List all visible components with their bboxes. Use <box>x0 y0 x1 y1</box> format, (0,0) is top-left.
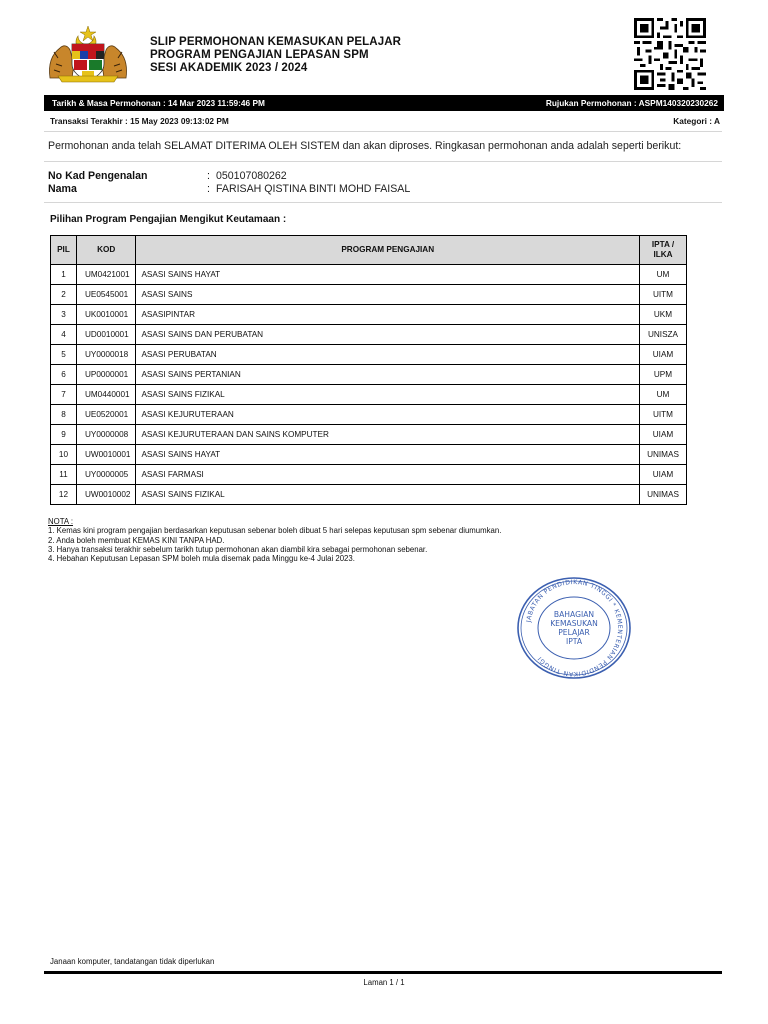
ic-separator: : <box>207 170 210 182</box>
page-number: Laman 1 / 1 <box>363 978 405 987</box>
notes-block <box>48 517 501 563</box>
cell-pil: 6 <box>51 365 77 385</box>
cell-pil: 10 <box>51 445 77 465</box>
cell-pil: 9 <box>51 425 77 445</box>
cell-ipta: UITM <box>640 285 687 305</box>
notes-heading: NOTA : <box>48 517 73 526</box>
cell-pil: 2 <box>51 285 77 305</box>
cell-ipta: UM <box>640 265 687 285</box>
table-row <box>51 325 687 345</box>
category: Kategori : A <box>673 116 720 126</box>
section-title: Pilihan Program Pengajian Mengikut Keutamaan : <box>50 214 287 225</box>
cell-ipta: UNISZA <box>640 325 687 345</box>
table-row <box>51 345 687 365</box>
cell-ipta: UKM <box>640 305 687 325</box>
cell-ipta: UIAM <box>640 345 687 365</box>
table-row <box>51 305 687 325</box>
session-title: SESI AKADEMIK 2023 / 2024 <box>150 62 308 74</box>
table-row <box>51 265 687 285</box>
cell-kod: UW0010001 <box>76 445 136 465</box>
header-pil: PIL <box>51 236 77 265</box>
cell-pil: 8 <box>51 405 77 425</box>
program-table <box>50 235 687 505</box>
cell-pil: 1 <box>51 265 77 285</box>
table-body <box>51 265 687 505</box>
malaysia-coat-of-arms-icon <box>44 24 132 84</box>
cell-program: ASASI KEJURUTERAAN <box>136 405 640 425</box>
header-program: PROGRAM PENGAJIAN <box>136 236 640 265</box>
qr-code-icon <box>632 18 708 90</box>
stamp-line: PELAJAR <box>558 628 590 637</box>
application-datetime: Tarikh & Masa Permohonan : 14 Mar 2023 11:59:46 PM <box>52 98 265 108</box>
ic-label: No Kad Pengenalan <box>48 170 148 182</box>
cell-kod: UM0421001 <box>76 265 136 285</box>
cell-program: ASASI FARMASI <box>136 465 640 485</box>
table-row <box>51 405 687 425</box>
table-row <box>51 285 687 305</box>
table-row <box>51 385 687 405</box>
cell-kod: UW0010002 <box>76 485 136 505</box>
official-stamp <box>514 576 634 680</box>
header-ipta-line2: ILKA <box>653 250 673 259</box>
computer-generated-note: Janaan komputer, tandatangan tidak diperlukan <box>50 957 215 966</box>
cell-kod: UE0545001 <box>76 285 136 305</box>
name-value: FARISAH QISTINA BINTI MOHD FAISAL <box>216 183 411 195</box>
cell-program: ASASIPINTAR <box>136 305 640 325</box>
cell-ipta: UIAM <box>640 425 687 445</box>
note-item: 1. Kemas kini program pengajian berdasarkan keputusan sebenar boleh dibuat 5 hari selepas keputusan spm sebenar diumumkan. <box>48 526 502 536</box>
last-transaction: Transaksi Terakhir : 15 May 2023 09:13:02 PM <box>50 116 229 126</box>
divider <box>44 161 722 162</box>
cell-pil: 12 <box>51 485 77 505</box>
intro-text: Permohonan anda telah SELAMAT DITERIMA OLEH SISTEM dan akan diproses. Ringkasan permohonan anda adalah seperti berikut: <box>48 140 682 152</box>
cell-ipta: UIAM <box>640 465 687 485</box>
application-reference: Rujukan Permohonan : ASPM140320230262 <box>545 98 718 108</box>
cell-kod: UM0440001 <box>76 385 136 405</box>
divider <box>44 202 722 203</box>
cell-program: ASASI KEJURUTERAAN DAN SAINS KOMPUTER <box>136 425 640 445</box>
cell-ipta: UPM <box>640 365 687 385</box>
cell-kod: UY0000018 <box>76 345 136 365</box>
cell-ipta: UM <box>640 385 687 405</box>
cell-pil: 11 <box>51 465 77 485</box>
cell-program: ASASI SAINS PERTANIAN <box>136 365 640 385</box>
cell-pil: 4 <box>51 325 77 345</box>
note-item: 3. Hanya transaksi terakhir sebelum tarikh tutup permohonan akan diambil kira sebagai permohonan sebenar. <box>48 544 428 554</box>
cell-pil: 3 <box>51 305 77 325</box>
header-kod: KOD <box>76 236 136 265</box>
ic-value: 050107080262 <box>216 170 287 182</box>
application-info-bar <box>44 95 724 111</box>
cell-program: ASASI SAINS HAYAT <box>136 265 640 285</box>
cell-ipta: UNIMAS <box>640 485 687 505</box>
footer-rule <box>44 971 722 974</box>
table-row <box>51 465 687 485</box>
cell-program: ASASI PERUBATAN <box>136 345 640 365</box>
cell-program: ASASI SAINS DAN PERUBATAN <box>136 325 640 345</box>
stamp-line: IPTA <box>565 637 583 646</box>
header-ipta <box>640 236 687 265</box>
table-row <box>51 365 687 385</box>
cell-kod: UE0520001 <box>76 405 136 425</box>
table-row <box>51 445 687 465</box>
name-label: Nama <box>48 183 77 195</box>
cell-program: ASASI SAINS FIZIKAL <box>136 485 640 505</box>
name-separator: : <box>207 183 210 195</box>
divider <box>44 131 722 132</box>
cell-kod: UP0000001 <box>76 365 136 385</box>
slip-title: SLIP PERMOHONAN KEMASUKAN PELAJAR <box>150 36 401 48</box>
cell-kod: UY0000008 <box>76 425 136 445</box>
program-title: PROGRAM PENGAJIAN LEPASAN SPM <box>150 49 369 61</box>
note-item: 4. Hebahan Keputusan Lepasan SPM boleh mula disemak pada Minggu ke-4 Julai 2023. <box>48 554 355 564</box>
cell-kod: UY0000005 <box>76 465 136 485</box>
header-ipta-line1: IPTA / <box>651 240 675 249</box>
cell-kod: UK0010001 <box>76 305 136 325</box>
cell-kod: UD0010001 <box>76 325 136 345</box>
table-row <box>51 425 687 445</box>
table-row <box>51 485 687 505</box>
stamp-line: KEMASUKAN <box>550 619 598 628</box>
cell-ipta: UNIMAS <box>640 445 687 465</box>
cell-pil: 5 <box>51 345 77 365</box>
stamp-ring-text: JABATAN PENDIDIKAN TINGGI * KEMENTERIAN PENDIDIKAN TINGGI <box>525 578 624 678</box>
cell-pil: 7 <box>51 385 77 405</box>
cell-ipta: UITM <box>640 405 687 425</box>
table-header-row <box>51 236 687 265</box>
transaction-line <box>50 116 720 126</box>
cell-program: ASASI SAINS FIZIKAL <box>136 385 640 405</box>
note-item: 2. Anda boleh membuat KEMAS KINI TANPA HAD. <box>48 535 225 545</box>
cell-program: ASASI SAINS <box>136 285 640 305</box>
stamp-line: BAHAGIAN <box>553 610 595 619</box>
cell-program: ASASI SAINS HAYAT <box>136 445 640 465</box>
